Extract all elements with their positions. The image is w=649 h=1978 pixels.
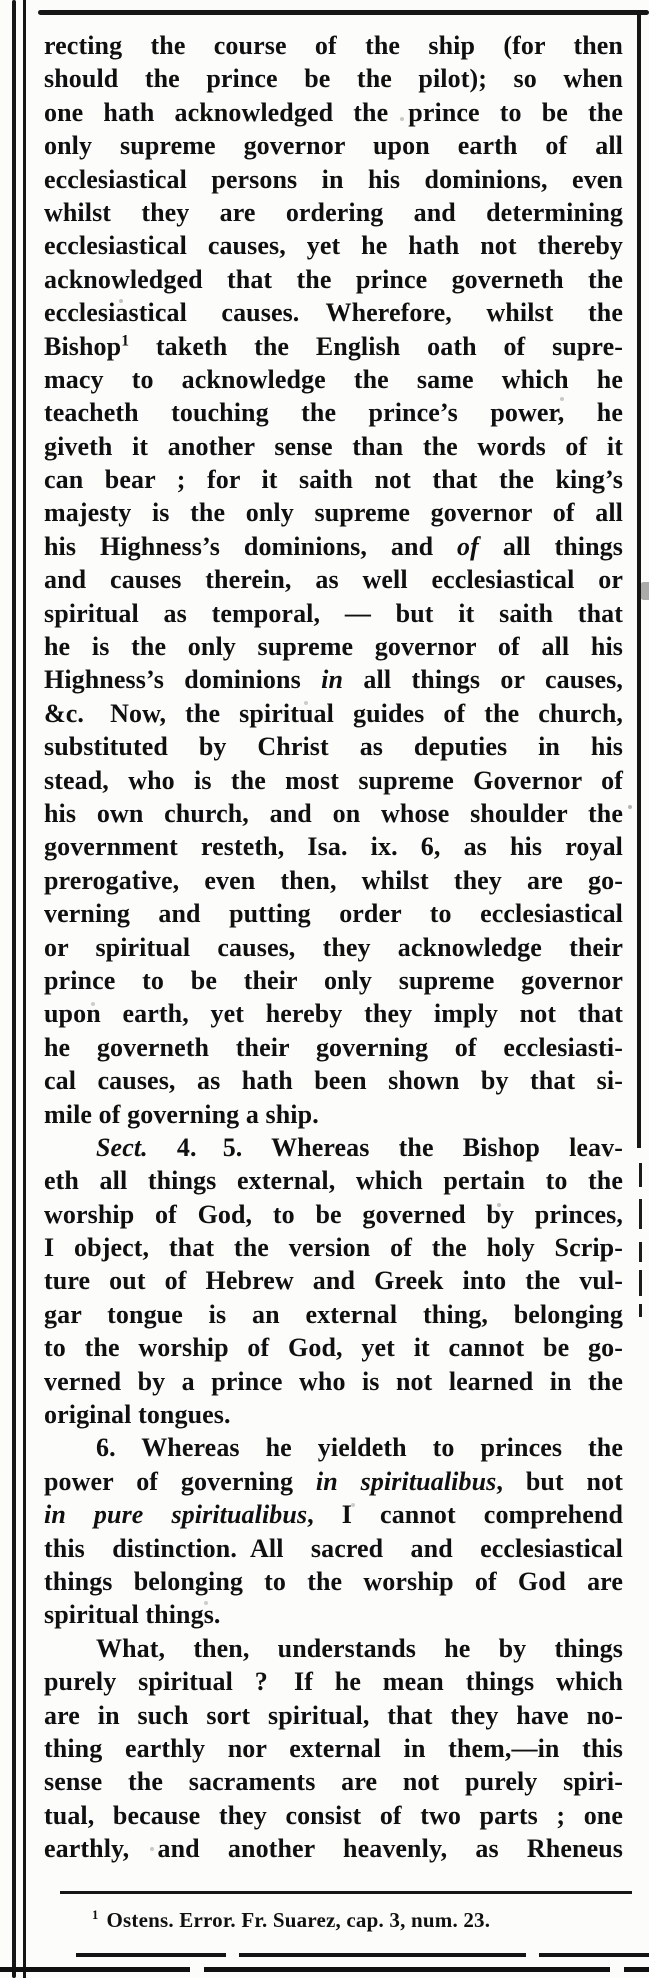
top-border-rule — [38, 10, 649, 15]
left-border-outer-rule — [12, 0, 16, 1978]
text-line: verning and putting order to ecclesiastical — [44, 899, 623, 929]
text-line: earthly, and another heavenly, as Rheneus — [44, 1834, 623, 1864]
text-line: should the prince be the pilot); so when — [44, 64, 623, 94]
left-border-inner-rule — [23, 0, 26, 1978]
page-text-column — [44, 29, 623, 1865]
text-line: mile of governing a ship. — [44, 1099, 319, 1129]
text-line: this distinction. All sacred and ecclesiastical — [44, 1533, 623, 1563]
text-line: ture out of Hebrew and Greek into the vul- — [44, 1266, 623, 1296]
text-line: spiritual things. — [44, 1600, 221, 1630]
text-line: prerogative, even then, whilst they are go- — [44, 865, 623, 895]
text-line: government resteth, Isa. ix. 6, as his royal — [44, 832, 623, 862]
right-border-dash — [639, 1304, 642, 1317]
right-border-rule — [637, 13, 641, 1148]
text-line: one hath acknowledged the prince to be the — [44, 97, 623, 127]
text-line: worship of God, to be governed by princes, — [44, 1199, 623, 1229]
text-line: are in such sort spiritual, that they have no- — [44, 1700, 623, 1730]
text-line: substituted by Christ as deputies in his — [44, 732, 623, 762]
text-line: whilst they are ordering and determining — [44, 197, 623, 227]
text-line: ecclesiastical persons in his dominions, even — [44, 164, 623, 194]
text-line: things belonging to the worship of God are — [44, 1566, 623, 1596]
text-line: verned by a prince who is not learned in the — [44, 1366, 623, 1396]
text-line: original tongues. — [44, 1400, 231, 1430]
text-line: or spiritual causes, they acknowledge their — [44, 932, 623, 962]
text-line: can bear ; for it saith not that the king’s — [44, 465, 623, 495]
text-line: only supreme governor upon earth of all — [44, 131, 623, 161]
text-line: macy to acknowledge the same which he — [44, 364, 623, 394]
text-line: gar tongue is an external thing, belonging — [44, 1299, 623, 1329]
text-line: acknowledged that the prince governeth the — [44, 264, 623, 294]
text-line: teacheth touching the prince’s power, he — [44, 398, 623, 428]
text-line: he is the only supreme governor of all his — [44, 632, 623, 662]
text-line: ecclesiastical causes, yet he hath not thereby — [44, 231, 623, 261]
text-line: Bishop$^1$ taketh the English oath of supre- — [44, 331, 623, 361]
right-border-dash — [639, 1242, 642, 1262]
text-line: his own church, and on whose shoulder the — [44, 798, 623, 828]
text-line: recting the course of the ship (for then — [44, 31, 623, 60]
text-line: ecclesiastical causes. Wherefore, whilst the — [44, 298, 623, 328]
footnote-marker: 1 — [92, 1908, 99, 1922]
text-line: &c. Now, the spiritual guides of the church, — [44, 698, 623, 728]
text-line: cal causes, as hath been shown by that si- — [44, 1066, 623, 1096]
right-border-dash — [639, 1163, 642, 1187]
text-line: sense the sacraments are not purely spiri- — [44, 1767, 623, 1797]
text-line: giveth it another sense than the words of it — [44, 431, 623, 461]
text-line: thing earthly nor external in them,—in this — [44, 1733, 623, 1763]
text-line: upon earth, yet hereby they imply not that — [44, 999, 623, 1029]
text-line: to the worship of God, yet it cannot be go- — [44, 1333, 623, 1363]
text-line: purely spiritual ? If he mean things which — [44, 1667, 623, 1697]
text-line: in pure spiritualibus, I cannot comprehend — [44, 1500, 623, 1530]
text-line: spiritual as temporal, — but it saith that — [44, 598, 623, 628]
text-line: I object, that the version of the holy Scrip- — [44, 1233, 623, 1263]
text-line: stead, who is the most supreme Governor of — [44, 765, 623, 795]
scan-noise-speckles — [0, 0, 2, 2]
text-line: Sect. 4. 5. Whereas the Bishop leav- — [96, 1132, 623, 1162]
text-line: prince to be their only supreme governor — [44, 965, 623, 995]
text-line: tual, because they consist of two parts ; one — [44, 1800, 623, 1830]
footnote-text: Ostens. Error. Fr. Suarez, cap. 3, num. 23. — [106, 1908, 491, 1932]
text-line: power of governing in spiritualibus, but not — [44, 1466, 623, 1496]
text-line: What, then, understands he by things — [96, 1633, 623, 1663]
text-line: 6. Whereas he yieldeth to princes the — [96, 1433, 623, 1463]
text-line: Highness’s dominions in all things or causes, — [44, 665, 623, 695]
text-line: majesty is the only supreme governor of all — [44, 498, 623, 528]
bottom-border-rule-bottom — [0, 1967, 649, 1972]
text-line: his Highness’s dominions, and of all things — [44, 531, 624, 561]
text-line: and causes therein, as well ecclesiastical or — [44, 565, 623, 595]
bottom-border-rule-top — [76, 1953, 649, 1957]
text-line: eth all things external, which pertain to the — [44, 1166, 623, 1196]
footnote-separator-rule — [60, 1891, 632, 1894]
text-line: he governeth their governing of ecclesiasti- — [44, 1032, 623, 1062]
right-border-dash — [639, 1199, 642, 1229]
footnote — [92, 1908, 490, 1933]
right-border-dash — [639, 1270, 642, 1296]
